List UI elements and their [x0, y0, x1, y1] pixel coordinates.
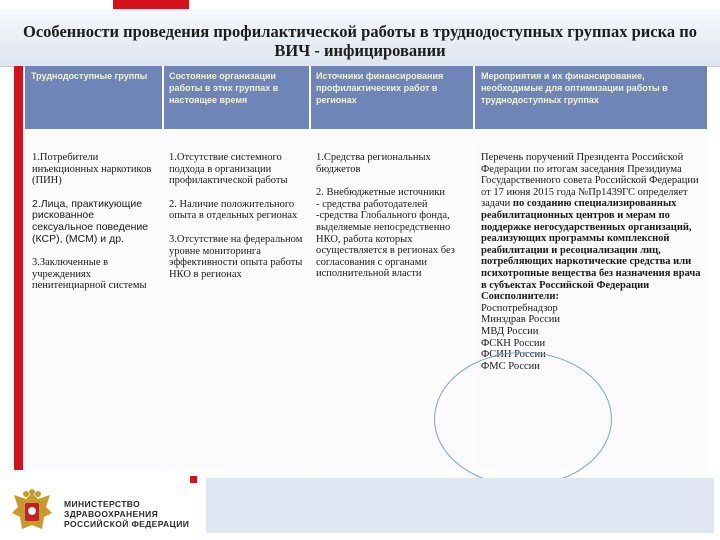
ministry-name [64, 499, 189, 529]
funding-cell [316, 152, 469, 280]
group-item-risky-behavior: 2.Лица, практикующие рискованное сексуальное поведение (КСР), (МСМ) и др. [32, 197, 149, 245]
header-separator [25, 129, 707, 133]
groups-cell [32, 152, 158, 292]
coexecutor-item: МВД России [481, 325, 539, 337]
bottom-red-accent [190, 476, 197, 483]
header-funding-label: Источники финансирования профилактических работ в регионах [316, 71, 444, 105]
status-item-positive-experience: 2. Наличие положительного опыта в отдельных регионах [169, 198, 298, 222]
header-groups-label: Труднодоступные группы [31, 71, 148, 81]
coexecutor-item: ФСИН России [481, 349, 546, 361]
coexecutor-item: ФМС России [481, 360, 540, 372]
highlight-ellipse [434, 352, 612, 486]
coexecutor-item: Роспотребнадзор [481, 302, 558, 314]
side-red-accent [14, 66, 23, 470]
measures-intro: Перечень поручений Президента Российской Федерации по итогам заседания Президиума Государственного совета Российской Федерации от 17 июня 2015 года №Пр1439ГС определяет задачи [481, 152, 699, 210]
coexecutor-item: Минздрав России [481, 314, 561, 326]
coexecutors-label: Соисполнители: [481, 291, 559, 303]
column-divider [309, 66, 310, 470]
group-item-pwid: 1.Потребители инъекционных наркотиков (ПИН) [32, 152, 152, 187]
header-status-label: Состояние организации работы в этих группах в настоящее время [169, 71, 279, 105]
ministry-line: ЗДРАВООХРАНЕНИЯ [64, 509, 159, 519]
header-measures-label: Мероприятия и их финансирование, необходимые для оптимизации работы в труднодоступных группах [481, 71, 668, 105]
status-item-no-monitoring: 3.Отсутствие на федеральном уровне мониторинга эффективности опыта работы НКО в регионах [169, 233, 303, 280]
coexecutor-item: ФСКН России [481, 337, 546, 349]
measures-cell [481, 152, 703, 372]
column-divider [162, 66, 163, 470]
footer-bar [206, 478, 714, 533]
funding-item-regional-budgets: 1.Средства региональных бюджетов [316, 152, 431, 175]
funding-item-global-fund: -средства Глобального фонда, выделяемые непосредственно НКО, работа которых осуществляется в регионах без согласования с органами исполнительной власти [316, 210, 455, 280]
title-banner [0, 9, 720, 67]
top-red-accent [113, 0, 189, 9]
russian-coat-of-arms-icon [8, 489, 56, 533]
page-title: Особенности проведения профилактической работы в труднодоступных группах риска по ВИЧ - инфицировании [23, 22, 697, 60]
group-item-prisoners: 3.Заключенные в учреждениях пенитенциарной системы [32, 257, 147, 292]
measures-tasks: по созданию специализированных реабилитационных центров и мерам по поддержке негосударственных организаций, реализующих программы комплексной реабилитации и ресоциализации лиц, потребляющих наркотические средства или психотропные вещества без назначения врача в субъектах Российской Федерации [481, 198, 701, 291]
status-cell [169, 152, 305, 280]
ministry-line: РОССИЙСКОЙ ФЕДЕРАЦИИ [64, 519, 190, 529]
funding-item-employers: - средства работодателей [316, 198, 428, 210]
status-item-no-system: 1.Отсутствие системного подхода в организации профилактической работы [169, 152, 288, 187]
ministry-line: МИНИСТЕРСТВО [64, 499, 141, 509]
funding-item-extra-budgetary: 2. Внебюджетные источники [316, 187, 446, 199]
